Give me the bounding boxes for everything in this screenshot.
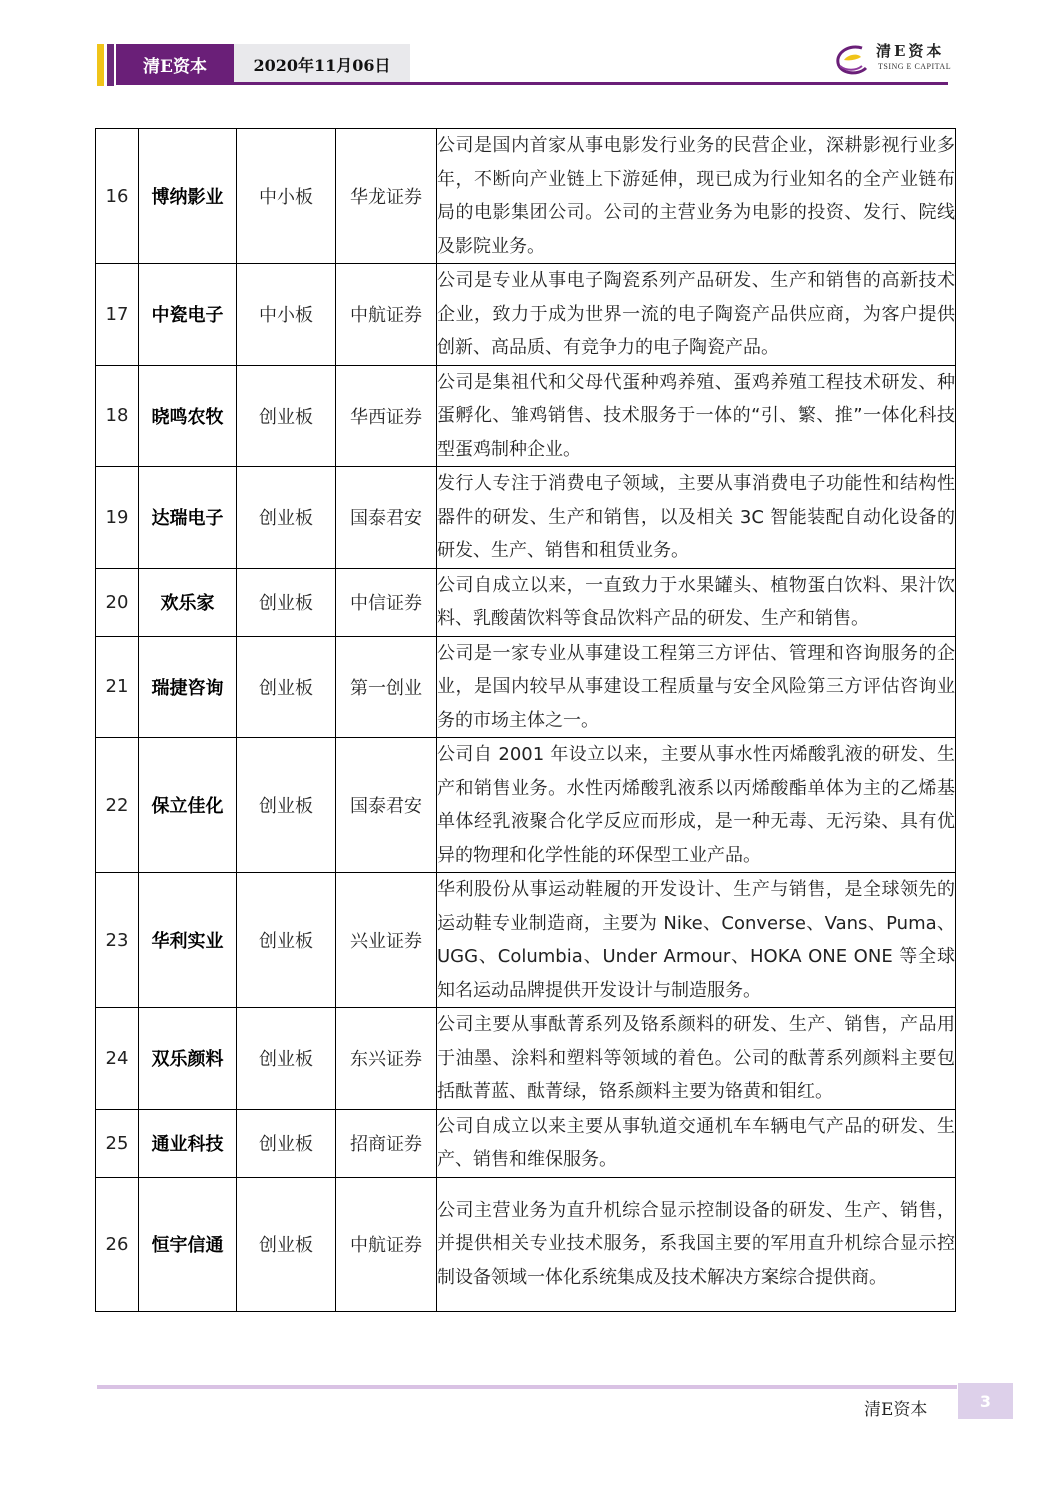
company-name: 保立佳化 [139,738,237,873]
company-name: 华利实业 [139,873,237,1008]
row-index: 18 [96,365,139,467]
underwriter: 第一创业 [336,636,437,738]
row-index: 25 [96,1109,139,1177]
footer-divider [97,1385,957,1389]
row-index: 20 [96,568,139,636]
company-name: 晓鸣农牧 [139,365,237,467]
underwriter: 中航证券 [336,264,437,366]
underwriter: 中航证券 [336,1177,437,1311]
row-index: 23 [96,873,139,1008]
company-name: 恒宇信通 [139,1177,237,1311]
row-index: 21 [96,636,139,738]
underwriter: 东兴证券 [336,1008,437,1110]
footer-brand: 清E资本 [864,1400,928,1420]
company-name: 达瑞电子 [139,467,237,569]
listing-board: 创业板 [237,568,336,636]
header-accent-bar-purple [107,44,114,86]
company-name: 通业科技 [139,1109,237,1177]
logo-text-chinese: 清E资本 [876,42,945,60]
business-description: 发行人专注于消费电子领域，主要从事消费电子功能性和结构性器件的研发、生产和销售，以及相关 3C 智能装配自动化设备的研发、生产、销售和租赁业务。 [437,467,956,569]
table-row [96,1109,956,1177]
business-description: 公司是集祖代和父母代蛋种鸡养殖、蛋鸡养殖工程技术研发、种蛋孵化、雏鸡销售、技术服务于一体的“引、繁、推”一体化科技型蛋鸡制种企业。 [437,365,956,467]
company-name: 博纳影业 [139,129,237,264]
business-description: 公司主营业务为直升机综合显示控制设备的研发、生产、销售，并提供相关专业技术服务，系我国主要的军用直升机综合显示控制设备领域一体化系统集成及技术解决方案综合提供商。 [437,1177,956,1311]
business-description: 公司自成立以来主要从事轨道交通机车车辆电气产品的研发、生产、销售和维保服务。 [437,1109,956,1177]
underwriter: 华龙证券 [336,129,437,264]
row-index: 24 [96,1008,139,1110]
row-index: 26 [96,1177,139,1311]
listing-board: 创业板 [237,636,336,738]
row-index: 19 [96,467,139,569]
company-name: 中瓷电子 [139,264,237,366]
table-row [96,467,956,569]
table-row [96,264,956,366]
listing-board: 创业板 [237,467,336,569]
business-description: 公司是一家专业从事建设工程第三方评估、管理和咨询服务的企业，是国内较早从事建设工程质量与安全风险第三方评估咨询业务的市场主体之一。 [437,636,956,738]
listing-board: 创业板 [237,873,336,1008]
table-row [96,1008,956,1110]
listing-board: 创业板 [237,738,336,873]
header-brand: 清E资本 [116,44,234,84]
header-date: 2020年11月06日 [234,44,410,84]
table-row [96,129,956,264]
row-index: 16 [96,129,139,264]
listing-board: 中小板 [237,129,336,264]
listing-board: 创业板 [237,1109,336,1177]
underwriter: 中信证券 [336,568,437,636]
business-description: 华利股份从事运动鞋履的开发设计、生产与销售，是全球领先的运动鞋专业制造商，主要为 Nike、Converse、Vans、Puma、UGG、Columbia、Under Armour、HOKA ONE ONE 等全球知名运动品牌提供开发设计与制造服务。 [437,873,956,1008]
listing-board: 创业板 [237,365,336,467]
listing-board: 创业板 [237,1177,336,1311]
ipo-listing-table [95,128,956,1312]
header-accent-bar-yellow [97,44,104,86]
business-description: 公司是专业从事电子陶瓷系列产品研发、生产和销售的高新技术企业，致力于成为世界一流的电子陶瓷产品供应商，为客户提供创新、高品质、有竞争力的电子陶瓷产品。 [437,264,956,366]
logo-text-english: TSING E CAPITAL [878,62,952,71]
table-row [96,636,956,738]
business-description: 公司主要从事酞菁系列及铬系颜料的研发、生产、销售，产品用于油墨、涂料和塑料等领域的着色。公司的酞菁系列颜料主要包括酞菁蓝、酞菁绿，铬系颜料主要为铬黄和钼红。 [437,1008,956,1110]
page-number: 3 [958,1383,1013,1419]
underwriter: 兴业证券 [336,873,437,1008]
row-index: 22 [96,738,139,873]
company-name: 双乐颜料 [139,1008,237,1110]
table-row [96,873,956,1008]
row-index: 17 [96,264,139,366]
business-description: 公司自 2001 年设立以来，主要从事水性丙烯酸乳液的研发、生产和销售业务。水性丙烯酸乳液系以丙烯酸酯单体为主的乙烯基单体经乳液聚合化学反应而形成，是一种无毒、无污染、具有优异的物理和化学性能的环保型工业产品。 [437,738,956,873]
underwriter: 华西证券 [336,365,437,467]
underwriter: 国泰君安 [336,738,437,873]
business-description: 公司自成立以来，一直致力于水果罐头、植物蛋白饮料、果汁饮料、乳酸菌饮料等食品饮料产品的研发、生产和销售。 [437,568,956,636]
table-row [96,365,956,467]
table-row [96,568,956,636]
company-name: 欢乐家 [139,568,237,636]
underwriter: 招商证券 [336,1109,437,1177]
table-row [96,1177,956,1311]
header-divider [116,82,948,85]
company-name: 瑞捷咨询 [139,636,237,738]
listing-board: 创业板 [237,1008,336,1110]
listing-board: 中小板 [237,264,336,366]
table-row [96,738,956,873]
underwriter: 国泰君安 [336,467,437,569]
business-description: 公司是国内首家从事电影发行业务的民营企业，深耕影视行业多年，不断向产业链上下游延伸，现已成为行业知名的全产业链布局的电影集团公司。公司的主营业务为电影的投资、发行、院线及影院业务。 [437,129,956,264]
